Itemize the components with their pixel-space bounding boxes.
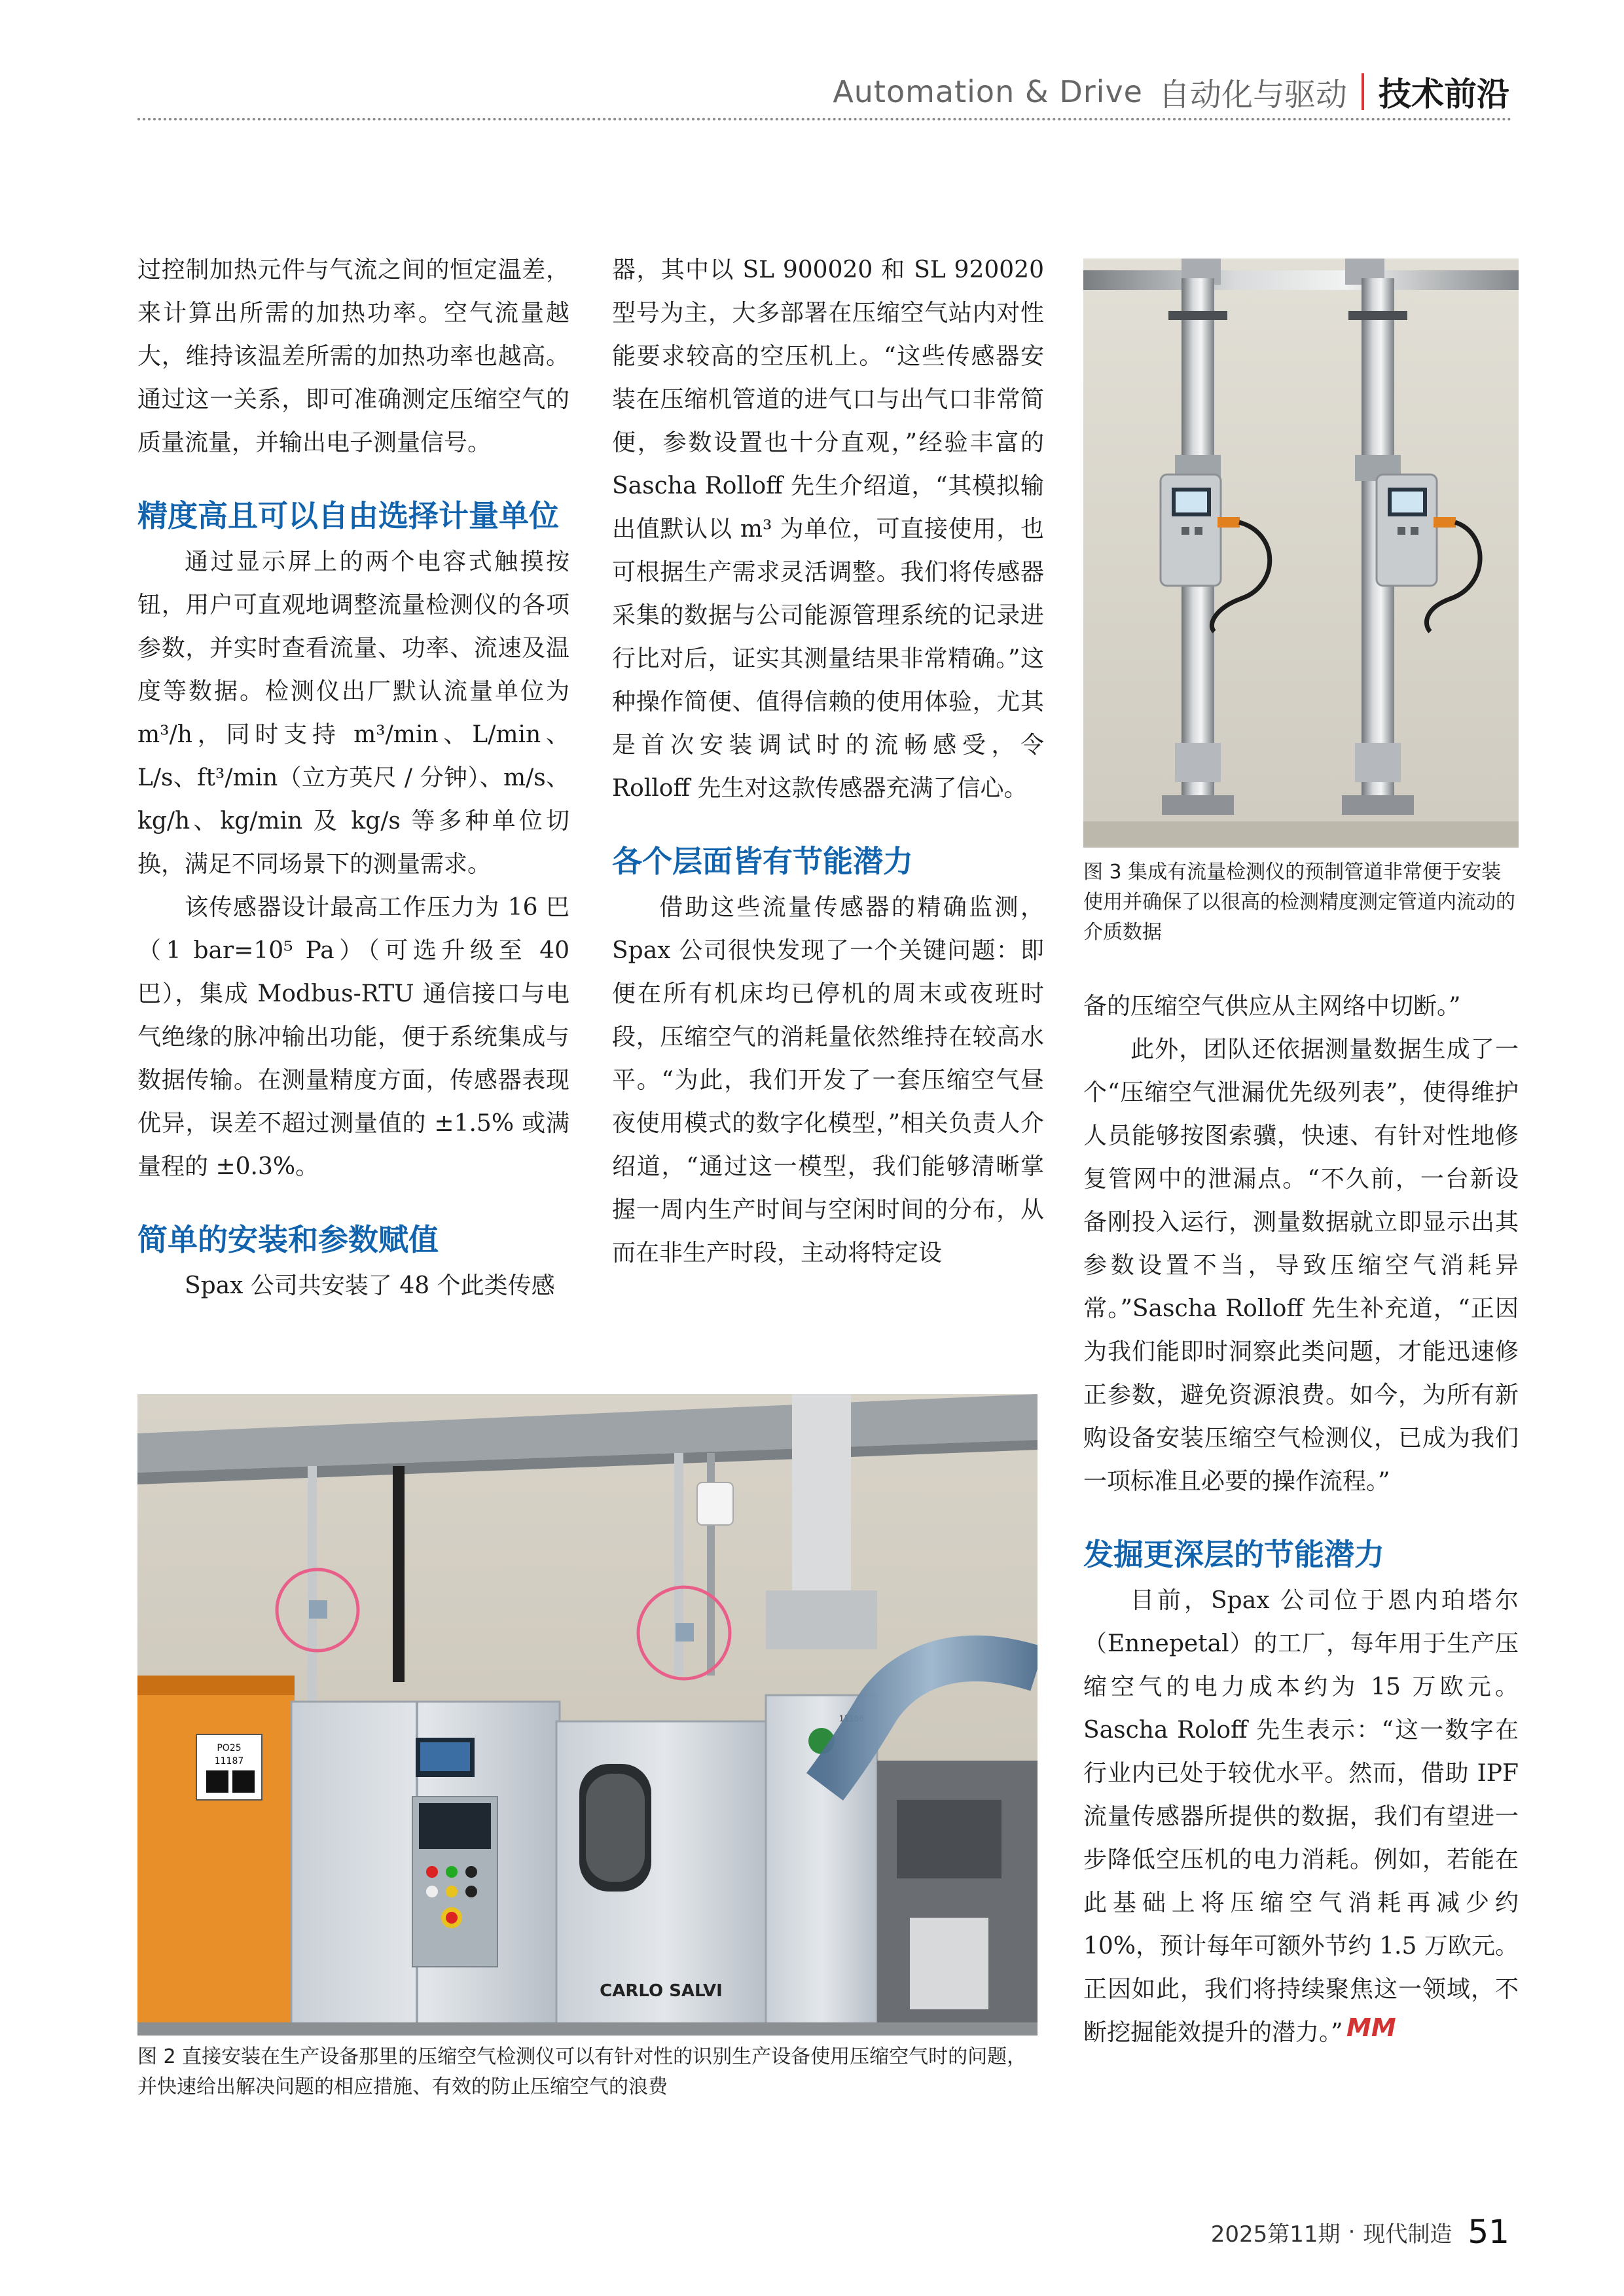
po-label-text: PO25	[217, 1743, 242, 1753]
brand-text: CARLO SALVI	[600, 1981, 723, 2001]
figure-2-photo	[137, 1394, 1038, 2036]
paragraph	[1083, 1579, 1519, 2054]
footer-dot: ·	[1348, 2219, 1356, 2245]
paragraph: 通过显示屏上的两个电容式触摸按钮，用户可直观地调整流量检测仪的各项参数，并实时查看流量、功率、流速及温度等数据。检测仪出厂默认流量单位为 m³/h，同时支持 m³/min、L/min、L/s、ft³/min（立方英尺 / 分钟）、m/s、kg/h、kg/min 及 kg/s 等多种单位切换，满足不同场景下的测量需求。	[137, 548, 569, 878]
header-chinese-title: 自动化与驱动	[1158, 76, 1347, 113]
machine-number-text: 11186	[839, 1714, 864, 1723]
section-heading: 简单的安装和参数赋值	[137, 1222, 439, 1257]
pipes-illustration	[1083, 259, 1519, 848]
section-heading: 精度高且可以自由选择计量单位	[137, 498, 559, 533]
header-separator	[1362, 73, 1364, 110]
header-english-title: Automation & Drive	[833, 74, 1143, 109]
text-column-2	[612, 249, 1044, 1275]
figure-2-caption: 图 2 直接安装在生产设备那里的压缩空气检测仪可以有针对性的识别生产设备使用压缩空气时的问题，并快速给出解决问题的相应措施、有效的防止压缩空气的浪费	[137, 2045, 1027, 2098]
paragraph: 此外，团队还依据测量数据生成了一个“压缩空气泄漏优先级列表”，使得维护人员能够按图索骥，快速、有针对性地修复管网中的泄漏点。“不久前，一台新设备刚投入运行，测量数据就立即显示出其参数设置不当，导致压缩空气消耗异常。”Sascha Rolloff 先生补充道，“正因为我们能即时洞察此类问题，才能迅速修正参数，避免资源浪费。如今，为所有新购设备安装压缩空气检测仪，已成为我们一项标准且必要的操作流程。”	[1083, 1036, 1519, 1495]
header-section-name: 技术前沿	[1379, 75, 1509, 113]
running-header	[833, 65, 1509, 118]
po-number-text: 11187	[214, 1756, 244, 1767]
text-column-1	[137, 249, 569, 1308]
header-dotted-rule	[137, 118, 1512, 120]
text-column-3	[1083, 985, 1519, 2054]
section-heading: 发掘更深层的节能潜力	[1083, 1537, 1384, 1572]
paragraph: 过控制加热元件与气流之间的恒定温差，来计算出所需的加热功率。空气流量越大，维持该温差所需的加热功率也越高。通过这一关系，即可准确测定压缩空气的质量流量，并输出电子测量信号。	[137, 257, 569, 456]
paragraph-text: 目前，Spax 公司位于恩内珀塔尔（Ennepetal）的工厂，每年用于生产压缩空气的电力成本约为 15 万欧元。Sascha Roloff 先生表示：“这一数字在行业内已处于较优水平。然而，借助 IPF 流量传感器所提供的数据，我们有望进一步降低空压机的电力消耗。例如，若能在此基础上将压缩空气消耗再减少约 10%，预计每年可额外节约 1.5 万欧元。正因如此，我们将持续聚焦这一领域，不断挖掘能效提升的潜力。”	[1083, 1587, 1519, 2046]
end-mark-text: MM	[1346, 2014, 1397, 2040]
issue-label: 2025第11期	[1210, 2221, 1341, 2248]
mm-end-mark-logo	[1346, 2014, 1396, 2040]
paragraph: 器，其中以 SL 900020 和 SL 920020 型号为主，大多部署在压缩空气站内对性能要求较高的空压机上。“这些传感器安装在压缩机管道的进气口与出气口非常简便，参数设置也十分直观，”经验丰富的 Sascha Rolloff 先生介绍道，“其模拟输出值默认以 m³ 为单位，可直接使用，也可根据生产需求灵活调整。我们将传感器采集的数据与公司能源管理系统的记录进行比对后，证实其测量结果非常精确。”这种操作简便、值得信赖的使用体验，尤其是首次安装调试时的流畅感受，令 Rolloff 先生对这款传感器充满了信心。	[612, 257, 1044, 802]
figure-3-caption: 图 3 集成有流量检测仪的预制管道非常便于安装使用并确保了以很高的检测精度测定管道内流动的介质数据	[1083, 861, 1515, 944]
paragraph: 备的压缩空气供应从主网络中切断。”	[1083, 993, 1461, 1020]
section-heading: 各个层面皆有节能潜力	[612, 844, 913, 879]
paragraph: 借助这些流量传感器的精确监测，Spax 公司很快发现了一个关键问题：即便在所有机床均已停机的周末或夜班时段，压缩空气的消耗量依然维持在较高水平。“为此，我们开发了一套压缩空气昼夜使用模式的数字化模型，”相关负责人介绍道，“通过这一模型，我们能够清晰掌握一周内生产时间与空闲时间的分布，从而在非生产时段，主动将特定设	[612, 894, 1044, 1266]
page-footer	[1211, 2209, 1509, 2255]
factory-illustration	[137, 1394, 1038, 2036]
page-number: 51	[1468, 2213, 1509, 2251]
paragraph: Spax 公司共安装了 48 个此类传感	[185, 1272, 555, 1299]
paragraph: 该传感器设计最高工作压力为 16 巴（1 bar=10⁵ Pa）（可选升级至 40 巴），集成 Modbus-RTU 通信接口与电气绝缘的脉冲输出功能，便于系统集成与数据传输。在测量精度方面，传感器表现优异，误差不超过测量值的 ±1.5% 或满量程的 ±0.3%。	[137, 894, 569, 1180]
figure-3-photo	[1083, 259, 1519, 848]
magazine-name: 现代制造	[1363, 2221, 1453, 2248]
